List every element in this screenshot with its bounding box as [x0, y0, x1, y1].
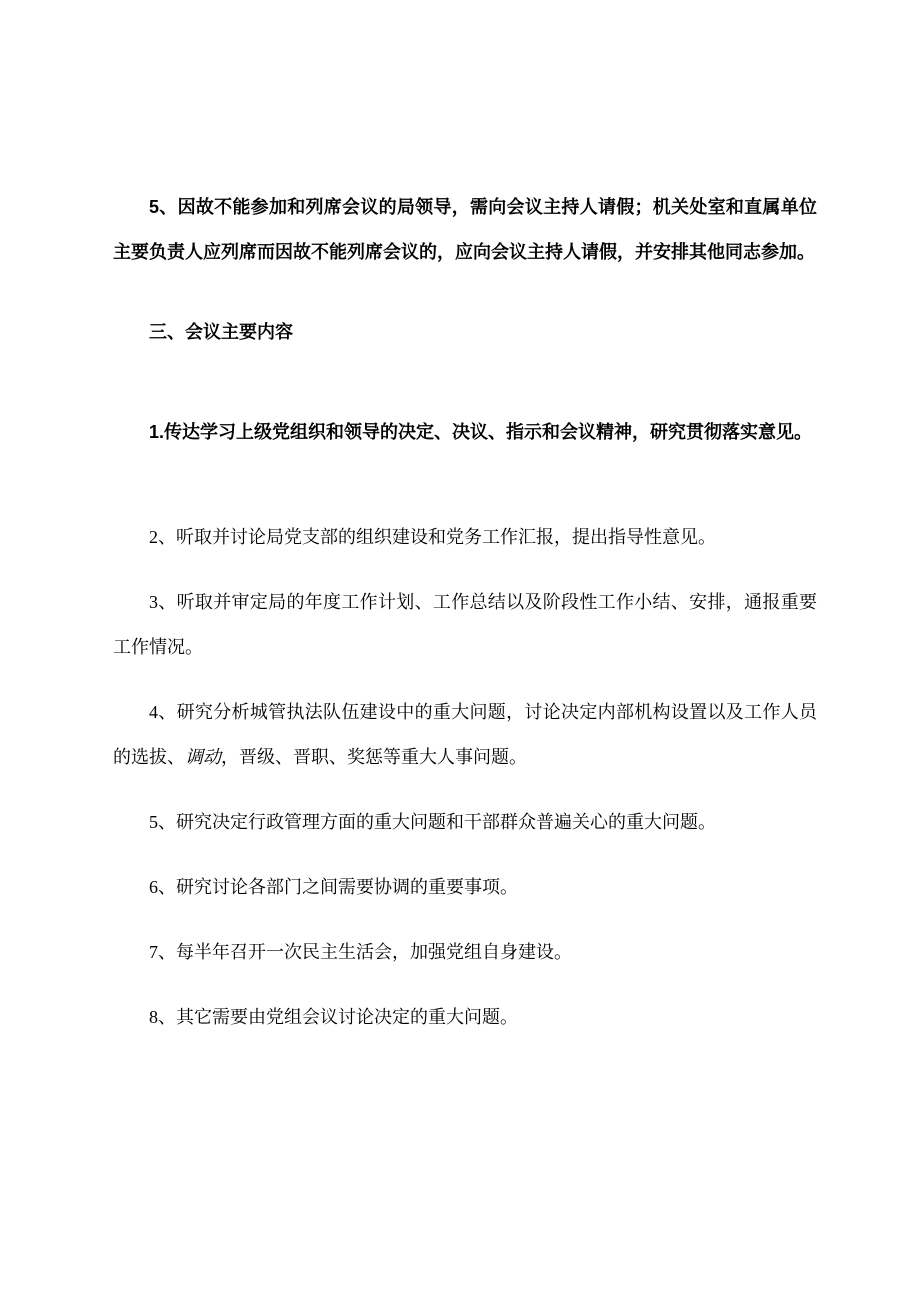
list-item-4 — [113, 690, 817, 780]
list-item-6: 6、研究讨论各部门之间需要协调的重要事项。 — [149, 877, 518, 897]
list-item-5: 5、研究决定行政管理方面的重大问题和干部群众普遍关心的重大问题。 — [149, 812, 716, 832]
list-item-4-text-after: ，晋级、晋职、奖惩等重大人事问题。 — [221, 747, 527, 767]
section-heading: 三、会议主要内容 — [149, 322, 293, 342]
intro-paragraph: 5、因故不能参加和列席会议的局领导，需向会议主持人请假；机关处室和直属单位主要负责人应列席而因故不能列席会议的，应向会议主持人请假，并安排其他同志参加。 — [113, 197, 817, 262]
list-item-4-text-before: 4、研究分析城管执法队伍建设中的重大问题，讨论决定内部机构设置以及工作人员的选拔、 — [113, 702, 817, 767]
list-item-1: 1.传达学习上级党组织和领导的决定、决议、指示和会议精神，研究贯彻落实意见。 — [149, 422, 813, 442]
list-item-7: 7、每半年召开一次民主生活会，加强党组自身建设。 — [149, 942, 572, 962]
list-item-3: 3、听取并审定局的年度工作计划、工作总结以及阶段性工作小结、安排，通报重要工作情况。 — [113, 592, 817, 657]
list-item-4-italic-word: 调动 — [185, 747, 221, 767]
list-item-2: 2、听取并讨论局党支部的组织建设和党务工作汇报，提出指导性意见。 — [149, 527, 716, 547]
list-item-8: 8、其它需要由党组会议讨论决定的重大问题。 — [149, 1007, 518, 1027]
